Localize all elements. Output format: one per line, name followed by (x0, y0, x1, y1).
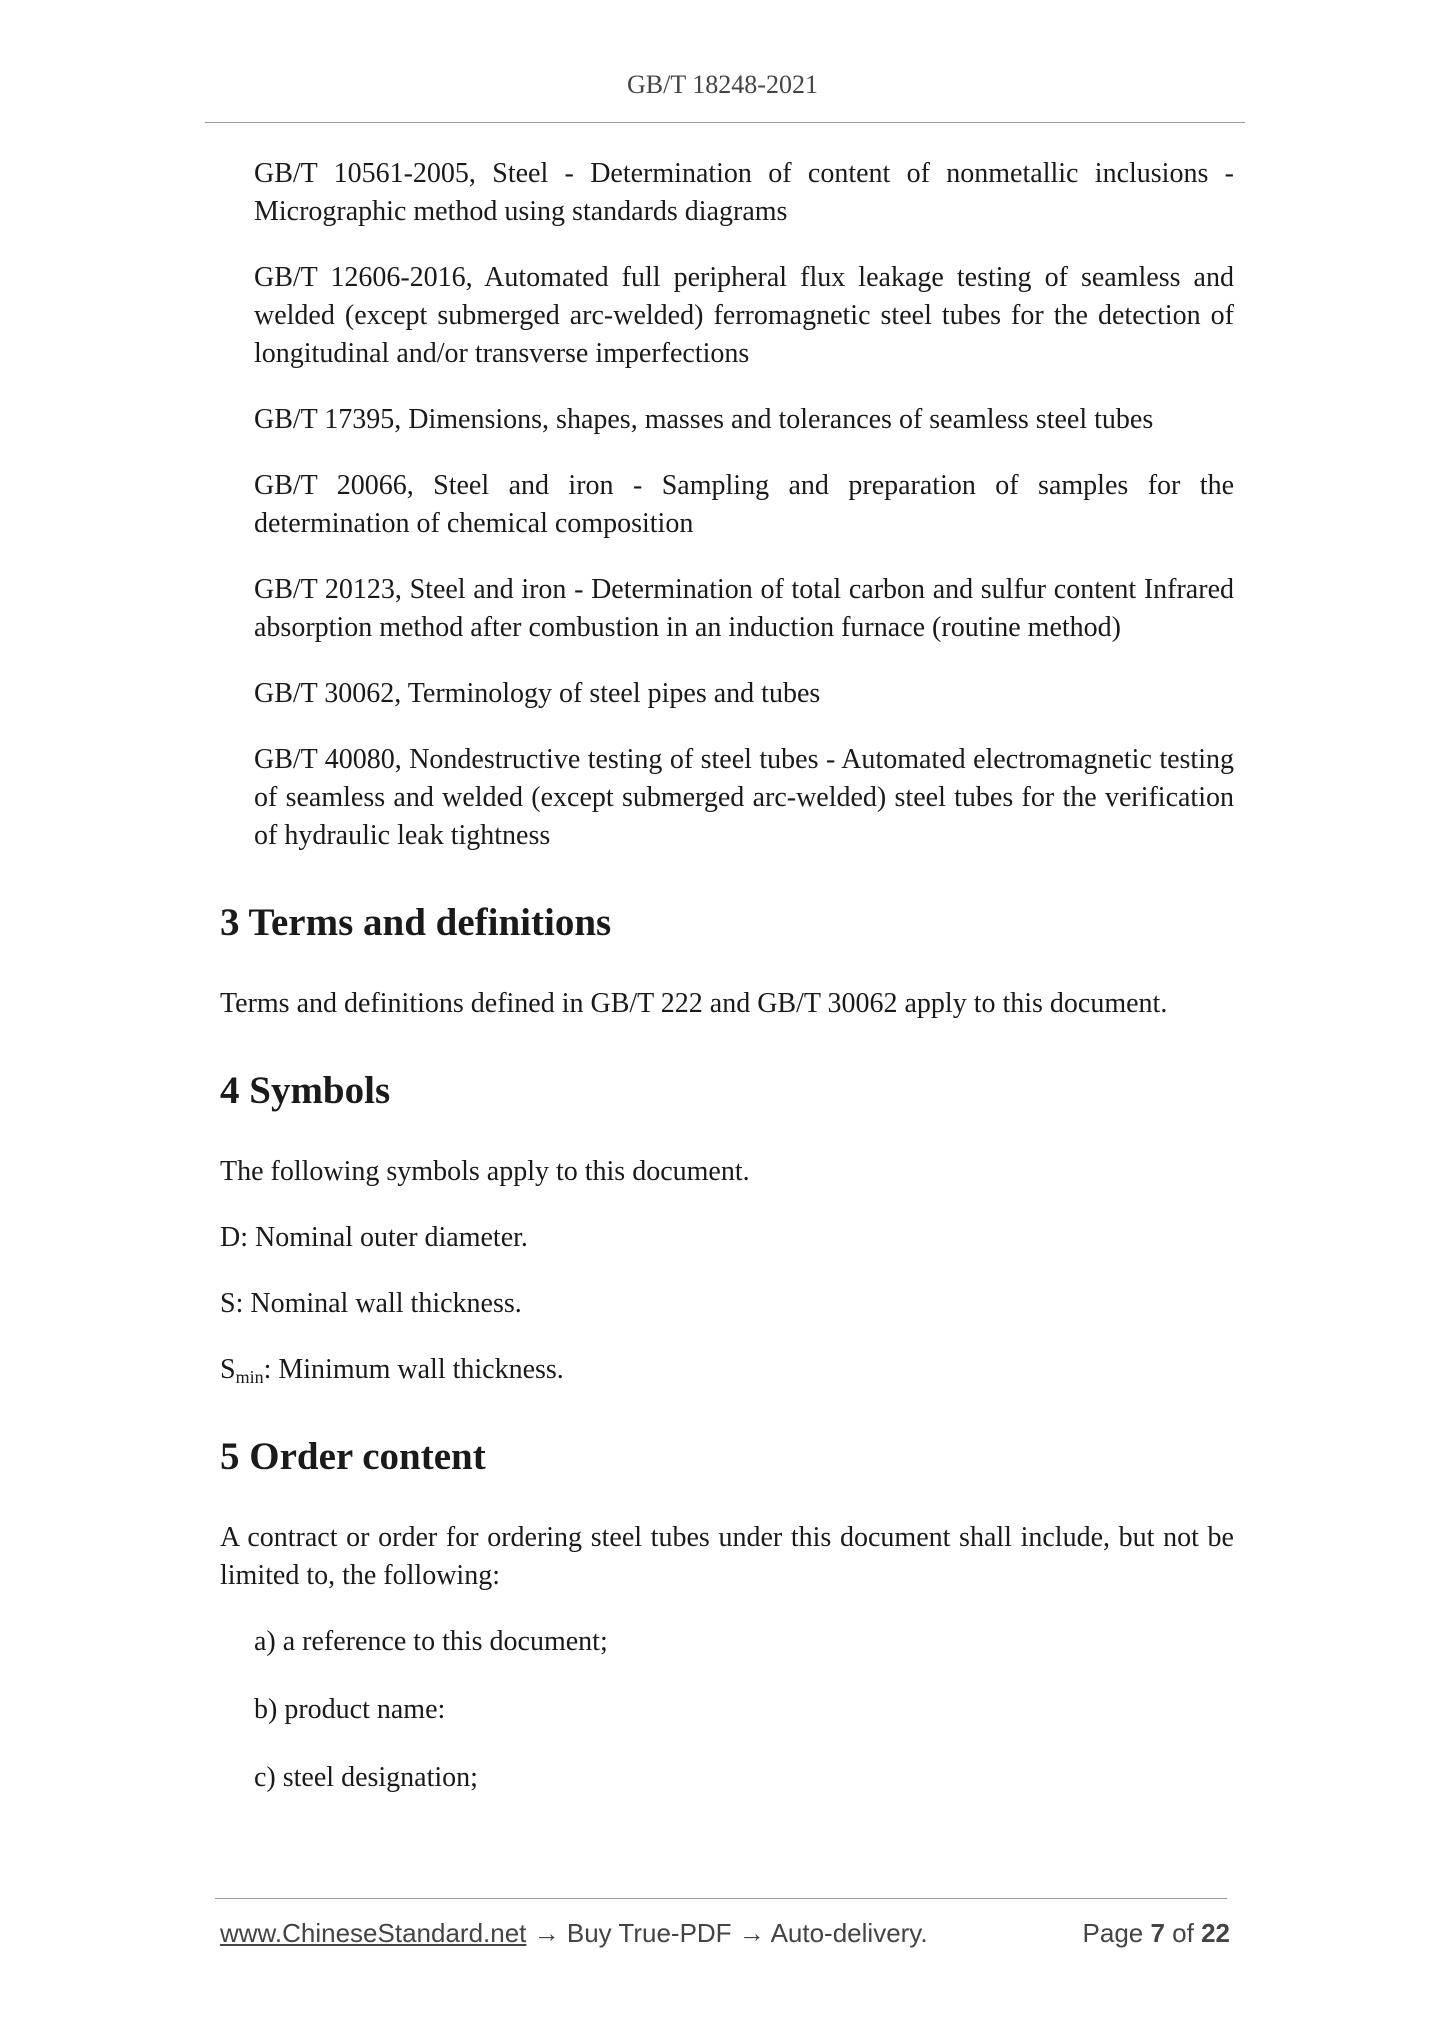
reference-item: GB/T 30062, Terminology of steel pipes and tubes (254, 678, 821, 709)
section-4-heading: 4 Symbols (220, 1069, 391, 1112)
list-item: c) steel designation; (254, 1762, 478, 1793)
footer-promo-text: → Buy True-PDF → Auto-delivery. (526, 1918, 928, 1948)
list-item: a) a reference to this document; (254, 1626, 608, 1657)
website-link[interactable]: www.ChineseStandard.net (220, 1918, 527, 1948)
symbol-s: S: Nominal wall thickness. (220, 1288, 522, 1319)
reference-item: GB/T 12606-2016, Automated full peripheral flux leakage testing of seamless and welded (except submerged arc-welded) ferromagnetic steel tubes for the detection of longitudinal and/or transverse imperfections (254, 262, 1234, 369)
total-pages-number: 22 (1201, 1918, 1230, 1948)
page-label: Page (1082, 1918, 1151, 1948)
header-divider (205, 122, 1245, 123)
list-item: b) product name: (254, 1694, 446, 1725)
section-5-heading: 5 Order content (220, 1435, 486, 1478)
reference-item: GB/T 10561-2005, Steel - Determination of content of nonmetallic inclusions - Micrographic method using standards diagrams (254, 158, 1234, 227)
symbol-smin-base: S (220, 1354, 236, 1385)
symbol-d: D: Nominal outer diameter. (220, 1222, 528, 1253)
footer (220, 1918, 1230, 1949)
current-page-number: 7 (1150, 1918, 1165, 1948)
section-3-text: Terms and definitions defined in GB/T 222 and GB/T 30062 apply to this document. (220, 988, 1168, 1019)
section-5-intro: A contract or order for ordering steel tubes under this document shall include, but not be limited to, the following: (220, 1522, 1234, 1591)
section-4-intro: The following symbols apply to this document. (220, 1156, 750, 1187)
reference-item: GB/T 17395, Dimensions, shapes, masses and tolerances of seamless steel tubes (254, 404, 1154, 435)
page-of-label: of (1164, 1918, 1202, 1948)
reference-item: GB/T 20066, Steel and iron - Sampling and preparation of samples for the determination of chemical composition (254, 470, 1234, 539)
header-title: GB/T 18248-2021 (627, 70, 818, 99)
page-indicator (1083, 1918, 1230, 1949)
content-body (220, 155, 1234, 1827)
symbol-smin-subscript: min (235, 1367, 264, 1387)
reference-item: GB/T 40080, Nondestructive testing of steel tubes - Automated electromagnetic testing of seamless and welded (except submerged arc-welded) steel tubes for the verification of hydraulic leak tightness (254, 744, 1234, 851)
symbol-smin (220, 1351, 1234, 1389)
section-3-heading: 3 Terms and definitions (220, 901, 612, 944)
symbol-smin-definition: : Minimum wall thickness. (263, 1354, 564, 1385)
footer-divider (215, 1898, 1227, 1899)
reference-item: GB/T 20123, Steel and iron - Determination of total carbon and sulfur content Infrared absorption method after combustion in an induction furnace (routine method) (254, 574, 1234, 643)
